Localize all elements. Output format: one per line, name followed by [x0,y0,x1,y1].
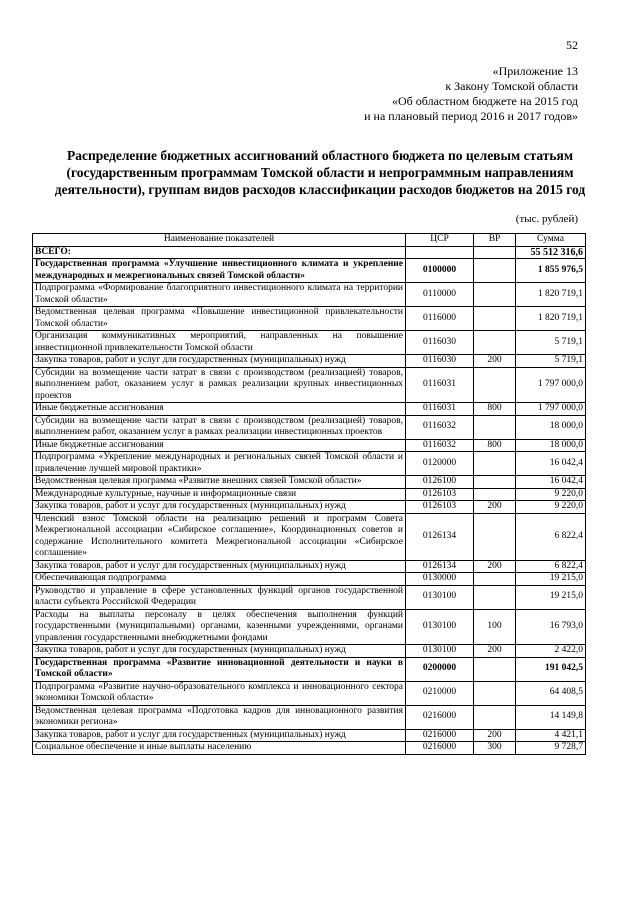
table-header-row [33,234,586,247]
table-row [33,501,586,514]
table-row [33,609,586,645]
appendix-note [364,64,578,124]
cell-csr: 0126103 [406,501,474,514]
cell-name: Ведомственная целевая программа «Развитие внешних связей Томской области» [33,476,406,489]
cell-csr: 0130100 [406,609,474,645]
cell-vr: 200 [474,560,516,573]
cell-csr: 0116000 [406,307,474,331]
table-body [33,246,586,754]
cell-vr: 200 [474,645,516,658]
cell-vr: 200 [474,355,516,368]
cell-sum: 16 042,4 [516,476,586,489]
budget-table [32,233,586,755]
header-vr: ВР [474,234,516,247]
table-row [33,367,586,403]
total-row [33,246,586,259]
cell-name: Социальное обеспечение и иные выплаты населению [33,742,406,755]
table-row [33,705,586,729]
cell-sum: 9 728,7 [516,742,586,755]
table-row [33,513,586,560]
table-row [33,681,586,705]
document-title: Распределение бюджетных ассигнований областного бюджета по целевым статьям (государственным программам Томской области и непрограммным направлениям деятельности), группам видов расходов классификации расходов бюджетов на 2015 год [54,148,586,197]
cell-name: Государственная программа «Развитие инновационной деятельности и науки в Томской области» [33,657,406,681]
cell-csr: 0216000 [406,729,474,742]
table-row [33,259,586,283]
table-row [33,452,586,476]
cell-name: Международные культурные, научные и информационные связи [33,488,406,501]
cell-sum: 16 042,4 [516,452,586,476]
cell-name: Подпрограмма «Формирование благоприятного инвестиционного климата на территории Томской области» [33,283,406,307]
table-row [33,403,586,416]
table-row [33,283,586,307]
cell-sum: 191 042,5 [516,657,586,681]
cell-name: Закупка товаров, работ и услуг для государственных (муниципальных) нужд [33,645,406,658]
cell-name: ВСЕГО: [33,246,406,259]
cell-vr [474,476,516,489]
units-label: (тыс. рублей) [515,213,578,225]
cell-sum: 6 822,4 [516,513,586,560]
cell-sum: 1 797 000,0 [516,403,586,416]
cell-sum: 6 822,4 [516,560,586,573]
cell-vr: 800 [474,439,516,452]
cell-vr [474,259,516,283]
cell-csr: 0116032 [406,439,474,452]
cell-name: Закупка товаров, работ и услуг для государственных (муниципальных) нужд [33,355,406,368]
cell-vr [474,681,516,705]
cell-vr [474,283,516,307]
cell-vr [474,367,516,403]
table-row [33,331,586,355]
cell-csr: 0126134 [406,560,474,573]
table-row [33,355,586,368]
cell-sum: 64 408,5 [516,681,586,705]
cell-sum: 1 820 719,1 [516,307,586,331]
cell-csr: 0100000 [406,259,474,283]
cell-vr [474,331,516,355]
table-row [33,657,586,681]
cell-vr [474,573,516,586]
cell-vr: 200 [474,729,516,742]
cell-sum: 55 512 316,6 [516,246,586,259]
cell-csr: 0120000 [406,452,474,476]
table-row [33,415,586,439]
cell-csr: 0126100 [406,476,474,489]
cell-name: Организация коммуникативных мероприятий, направленных на повышение инвестиционной привлекательности Томской области [33,331,406,355]
cell-vr: 800 [474,403,516,416]
cell-csr: 0216000 [406,705,474,729]
cell-name: Обеспечивающая подпрограмма [33,573,406,586]
cell-name: Руководство и управление в сфере установленных функций органов государственной власти субъекта Российской Федерации [33,585,406,609]
table-row [33,729,586,742]
cell-vr: 300 [474,742,516,755]
table-row [33,573,586,586]
cell-name: Расходы на выплаты персоналу в целях обеспечения выполнения функций государственными (муниципальными) органами, казенными учреждениями, органами управления государственными внебюджетными фондами [33,609,406,645]
cell-csr: 0130100 [406,645,474,658]
cell-name: Субсидии на возмещение части затрат в связи с производством (реализацией) товаров, выполнением работ, оказанием услуг в рамках реализации крупных инвестиционных проектов [33,367,406,403]
appendix-line: «Об областном бюджете на 2015 год [392,94,578,108]
cell-csr: 0116030 [406,355,474,368]
cell-vr [474,415,516,439]
table-row [33,560,586,573]
cell-name: Подпрограмма «Укрепление международных и региональных связей Томской области и привлечение лучшей мировой практики» [33,452,406,476]
cell-sum: 9 220,0 [516,488,586,501]
cell-sum: 19 215,0 [516,573,586,586]
cell-name: Членский взнос Томской области на реализацию решений и программ Совета Межрегиональной ассоциации «Сибирское соглашение», Координационных советов и содержание Исполнительного комитета Межрегиональной ассоциации «Сибирское соглашение» [33,513,406,560]
cell-sum: 16 793,0 [516,609,586,645]
cell-sum: 19 215,0 [516,585,586,609]
cell-vr [474,488,516,501]
cell-name: Закупка товаров, работ и услуг для государственных (муниципальных) нужд [33,501,406,514]
table-row [33,645,586,658]
cell-vr [474,452,516,476]
appendix-line: к Закону Томской области [445,79,578,93]
cell-sum: 2 422,0 [516,645,586,658]
cell-name: Подпрограмма «Развитие научно-образовательного комплекса и инновационного сектора экономики Томской области» [33,681,406,705]
cell-name: Закупка товаров, работ и услуг для государственных (муниципальных) нужд [33,729,406,742]
cell-sum: 5 719,1 [516,331,586,355]
cell-csr: 0116031 [406,367,474,403]
cell-vr: 200 [474,501,516,514]
table-row [33,488,586,501]
table-row [33,439,586,452]
cell-sum: 1 855 976,5 [516,259,586,283]
cell-vr: 100 [474,609,516,645]
cell-csr: 0130000 [406,573,474,586]
cell-sum: 18 000,0 [516,439,586,452]
cell-csr [406,246,474,259]
cell-sum: 9 220,0 [516,501,586,514]
cell-vr [474,246,516,259]
cell-sum: 5 719,1 [516,355,586,368]
cell-csr: 0210000 [406,681,474,705]
cell-sum: 1 820 719,1 [516,283,586,307]
page-number: 52 [566,38,578,52]
header-name: Наименование показателей [33,234,406,247]
cell-csr: 0116032 [406,415,474,439]
cell-vr [474,585,516,609]
cell-sum: 4 421,1 [516,729,586,742]
cell-name: Ведомственная целевая программа «Подготовка кадров для инновационного развития экономики региона» [33,705,406,729]
cell-csr: 0200000 [406,657,474,681]
header-sum: Сумма [516,234,586,247]
cell-sum: 14 149,8 [516,705,586,729]
cell-sum: 1 797 000,0 [516,367,586,403]
cell-csr: 0110000 [406,283,474,307]
appendix-line: и на плановый период 2016 и 2017 годов» [364,109,578,123]
table-row [33,742,586,755]
cell-csr: 0116030 [406,331,474,355]
cell-name: Иные бюджетные ассигнования [33,403,406,416]
table-row [33,476,586,489]
cell-csr: 0216000 [406,742,474,755]
cell-name: Субсидии на возмещение части затрат в связи с производством (реализацией) товаров, выполнением работ, оказанием услуг в рамках реализации инвестиционных проектов [33,415,406,439]
cell-name: Иные бюджетные ассигнования [33,439,406,452]
cell-sum: 18 000,0 [516,415,586,439]
table-row [33,307,586,331]
cell-vr [474,513,516,560]
cell-vr [474,657,516,681]
header-csr: ЦСР [406,234,474,247]
appendix-line: «Приложение 13 [492,64,578,78]
cell-name: Ведомственная целевая программа «Повышение инвестиционной привлекательности Томской области» [33,307,406,331]
cell-csr: 0126134 [406,513,474,560]
cell-name: Закупка товаров, работ и услуг для государственных (муниципальных) нужд [33,560,406,573]
cell-vr [474,705,516,729]
cell-csr: 0130100 [406,585,474,609]
cell-csr: 0126103 [406,488,474,501]
cell-vr [474,307,516,331]
cell-name: Государственная программа «Улучшение инвестиционного климата и укрепление международных и межрегиональных связей Томской области» [33,259,406,283]
cell-csr: 0116031 [406,403,474,416]
table-row [33,585,586,609]
